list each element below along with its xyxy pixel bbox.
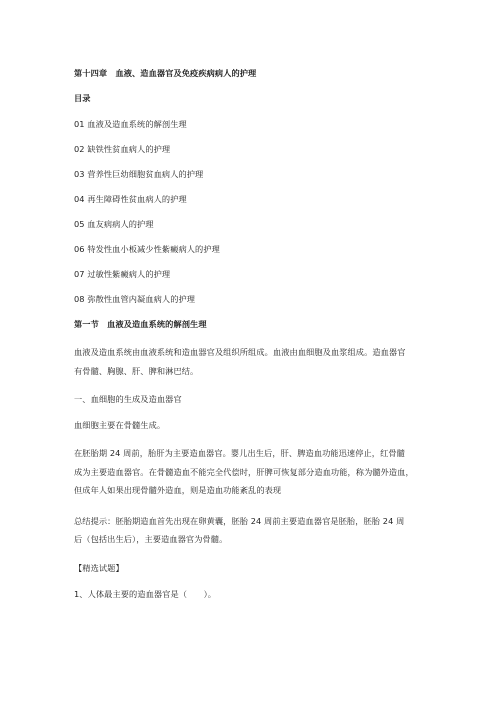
intro-paragraph [74,343,434,380]
body-paragraph [74,444,434,500]
toc-item: 02 缺铁性贫血病人的护理 [74,144,171,154]
toc-item: 04 再生障碍性贫血病人的护理 [74,194,187,204]
toc-heading: 目录 [74,93,91,103]
paragraph-line: 成为主要造血器官。在骨髓造血不能完全代偿时，肝脾可恢复部分造血功能，称为髓外造血， [74,466,414,477]
toc-item: 01 血液及造血系统的解剖生理 [74,119,187,129]
paragraph-line: 后（包括出生后），主要造血器官为骨髓。 [74,534,228,544]
toc-item: 03 营养性巨幼细胞贫血病人的护理 [74,169,204,179]
toc-item: 07 过敏性紫癜病人的护理 [74,269,171,279]
chapter-title: 第十四章 血液、造血器官及免疫疾病病人的护理 [74,68,257,78]
toc-list [74,117,434,306]
paragraph-line: 有骨髓、胸腺、肝、脾和淋巴结。 [74,365,199,376]
statement: 血细胞主要在骨髓生成。 [74,420,166,430]
toc-item: 05 血友病病人的护理 [74,219,154,229]
paragraph-line: 血液及造血系统由血液系统和造血器官及组织所组成。血液由血细胞及血浆组成。造血器官 [74,347,406,357]
subsection-title: 一、血细胞的生成及造血器官 [74,394,182,404]
question: 1、人体最主要的造血器官是（ ）。 [74,588,217,599]
exercise-heading: 【精选试题】 [74,562,124,573]
document-content [74,66,434,601]
toc-item: 08 弥散性血管内凝血病人的护理 [74,294,196,304]
section-title: 第一节 血液及造血系统的解剖生理 [74,319,207,329]
summary-paragraph [74,512,434,549]
toc-item: 06 特发性血小板减少性紫癜病人的护理 [74,244,220,254]
paragraph-line: 但成年人如果出现骨髓外造血，则是造血功能紊乱的表现 [74,485,282,495]
paragraph-line: 总结提示：胚胎期造血首先出现在卵黄囊，胚胎 24 周前主要造血器官是胚胎，胚胎 24 周 [74,515,405,526]
paragraph-line: 在胚胎期 24 周前，胎肝为主要造血器官。婴儿出生后，肝、脾造血功能迅速停止，红骨髓 [74,448,405,458]
